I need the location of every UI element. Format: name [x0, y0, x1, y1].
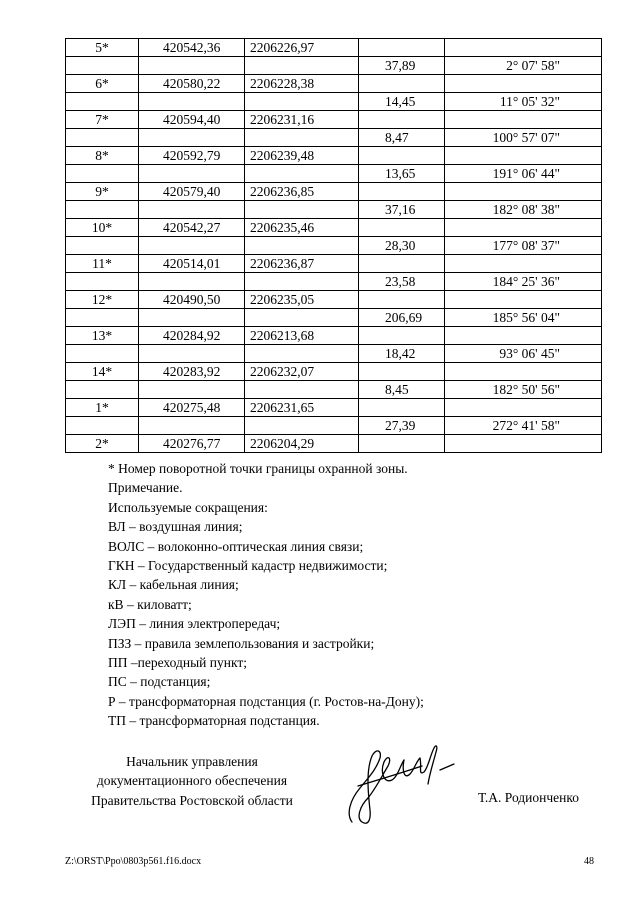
abbreviation-item: ПС – подстанция; — [108, 674, 211, 690]
direction-angle-cell — [445, 39, 602, 57]
y-coordinate-cell — [245, 345, 359, 363]
direction-angle-cell: 182° 50' 56" — [445, 381, 602, 399]
abbreviation-item: КЛ – кабельная линия; — [108, 577, 239, 593]
table-row — [66, 57, 602, 75]
abbreviation-item: ТП – трансформаторная подстанция. — [108, 713, 320, 729]
y-coordinate-cell — [245, 129, 359, 147]
direction-angle-cell: 182° 08' 38" — [445, 201, 602, 219]
y-coordinate-cell: 2206231,65 — [245, 399, 359, 417]
handwritten-signature — [338, 736, 458, 828]
x-coordinate-cell — [139, 381, 245, 399]
point-number-cell: 1* — [66, 399, 139, 417]
y-coordinate-cell — [245, 93, 359, 111]
abbreviation-item: ГКН – Государственный кадастр недвижимости; — [108, 558, 388, 574]
y-coordinate-cell — [245, 201, 359, 219]
table-row — [66, 129, 602, 147]
point-number-cell: 8* — [66, 147, 139, 165]
segment-length-cell — [359, 291, 445, 309]
direction-angle-cell — [445, 327, 602, 345]
notes-section — [108, 459, 424, 731]
segment-length-cell: 37,89 — [359, 57, 445, 75]
y-coordinate-cell: 2206236,85 — [245, 183, 359, 201]
abbreviation-item: ПЗЗ – правила землепользования и застройки; — [108, 635, 375, 651]
point-number-cell: 6* — [66, 75, 139, 93]
table-row — [66, 417, 602, 435]
point-number-cell — [66, 129, 139, 147]
point-number-cell: 5* — [66, 39, 139, 57]
signatory-name: Т.А. Родионченко — [478, 790, 579, 805]
segment-length-cell: 27,39 — [359, 417, 445, 435]
x-coordinate-cell — [139, 273, 245, 291]
direction-angle-cell: 100° 57' 07" — [445, 129, 602, 147]
y-coordinate-cell: 2206228,38 — [245, 75, 359, 93]
point-number-cell — [66, 417, 139, 435]
table-row — [66, 39, 602, 57]
direction-angle-cell — [445, 363, 602, 381]
point-number-cell: 2* — [66, 435, 139, 453]
x-coordinate-cell: 420284,92 — [139, 327, 245, 345]
segment-length-cell — [359, 435, 445, 453]
segment-length-cell: 13,65 — [359, 165, 445, 183]
x-coordinate-cell: 420542,27 — [139, 219, 245, 237]
direction-angle-cell — [445, 435, 602, 453]
segment-length-cell — [359, 255, 445, 273]
table-row — [66, 273, 602, 291]
abbreviation-item: ВОЛС – волоконно-оптическая линия связи; — [108, 538, 364, 554]
direction-angle-cell — [445, 147, 602, 165]
point-number-cell — [66, 345, 139, 363]
abbreviations-heading: Используемые сокращения: — [108, 499, 268, 515]
direction-angle-cell: 2° 07' 58" — [445, 57, 602, 75]
direction-angle-cell — [445, 111, 602, 129]
point-number-cell — [66, 309, 139, 327]
y-coordinate-cell: 2206232,07 — [245, 363, 359, 381]
x-coordinate-cell — [139, 417, 245, 435]
point-number-cell — [66, 273, 139, 291]
abbreviation-item: кВ – киловатт; — [108, 596, 192, 612]
segment-length-cell — [359, 363, 445, 381]
table-row — [66, 255, 602, 273]
table-row — [66, 111, 602, 129]
table-row — [66, 435, 602, 453]
coordinates-table-body — [66, 39, 602, 453]
direction-angle-cell — [445, 399, 602, 417]
x-coordinate-cell: 420542,36 — [139, 39, 245, 57]
segment-length-cell — [359, 399, 445, 417]
direction-angle-cell — [445, 183, 602, 201]
x-coordinate-cell: 420283,92 — [139, 363, 245, 381]
x-coordinate-cell: 420579,40 — [139, 183, 245, 201]
y-coordinate-cell: 2206239,48 — [245, 147, 359, 165]
x-coordinate-cell: 420514,01 — [139, 255, 245, 273]
table-row — [66, 399, 602, 417]
y-coordinate-cell — [245, 309, 359, 327]
segment-length-cell — [359, 75, 445, 93]
y-coordinate-cell — [245, 381, 359, 399]
point-number-cell: 14* — [66, 363, 139, 381]
point-number-cell: 11* — [66, 255, 139, 273]
signatory-title-line: документационного обеспечения — [96, 773, 288, 789]
segment-length-cell — [359, 327, 445, 345]
signatory-title-line: Начальник управления — [126, 754, 258, 769]
abbreviation-item: ПП –переходный пункт; — [108, 655, 247, 671]
x-coordinate-cell: 420490,50 — [139, 291, 245, 309]
y-coordinate-cell: 2206226,97 — [245, 39, 359, 57]
segment-length-cell: 206,69 — [359, 309, 445, 327]
segment-length-cell: 8,47 — [359, 129, 445, 147]
table-row — [66, 165, 602, 183]
point-number-cell — [66, 93, 139, 111]
footer-file-path: Z:\ORST\Ppo\0803p561.f16.docx — [65, 856, 202, 867]
x-coordinate-cell — [139, 129, 245, 147]
abbreviation-item: ЛЭП – линия электропередач; — [108, 616, 281, 632]
point-number-cell — [66, 165, 139, 183]
direction-angle-cell: 11° 05' 32" — [445, 93, 602, 111]
y-coordinate-cell — [245, 165, 359, 183]
remark-heading: Примечание. — [108, 480, 183, 496]
y-coordinate-cell: 2206235,46 — [245, 219, 359, 237]
segment-length-cell: 28,30 — [359, 237, 445, 255]
y-coordinate-cell: 2206236,87 — [245, 255, 359, 273]
segment-length-cell — [359, 147, 445, 165]
point-number-cell — [66, 201, 139, 219]
table-row — [66, 327, 602, 345]
segment-length-cell: 14,45 — [359, 93, 445, 111]
direction-angle-cell: 191° 06' 44" — [445, 165, 602, 183]
direction-angle-cell — [445, 75, 602, 93]
direction-angle-cell — [445, 219, 602, 237]
direction-angle-cell: 185° 56' 04" — [445, 309, 602, 327]
table-row — [66, 345, 602, 363]
y-coordinate-cell — [245, 57, 359, 75]
x-coordinate-cell — [139, 237, 245, 255]
segment-length-cell — [359, 183, 445, 201]
direction-angle-cell — [445, 255, 602, 273]
table-row — [66, 93, 602, 111]
table-row — [66, 219, 602, 237]
y-coordinate-cell: 2206213,68 — [245, 327, 359, 345]
direction-angle-cell — [445, 291, 602, 309]
segment-length-cell: 23,58 — [359, 273, 445, 291]
segment-length-cell — [359, 111, 445, 129]
abbreviation-item: Р – трансформаторная подстанция (г. Ростов-на-Дону); — [108, 693, 424, 709]
table-row — [66, 291, 602, 309]
y-coordinate-cell — [245, 273, 359, 291]
x-coordinate-cell: 420275,48 — [139, 399, 245, 417]
y-coordinate-cell: 2206235,05 — [245, 291, 359, 309]
point-number-cell: 13* — [66, 327, 139, 345]
y-coordinate-cell — [245, 417, 359, 435]
direction-angle-cell: 93° 06' 45" — [445, 345, 602, 363]
segment-length-cell: 8,45 — [359, 381, 445, 399]
coordinates-table — [65, 38, 602, 453]
point-number-cell: 9* — [66, 183, 139, 201]
table-row — [66, 237, 602, 255]
x-coordinate-cell — [139, 165, 245, 183]
page-number: 48 — [584, 856, 594, 867]
y-coordinate-cell: 2206231,16 — [245, 111, 359, 129]
table-row — [66, 363, 602, 381]
point-number-cell: 12* — [66, 291, 139, 309]
segment-length-cell — [359, 219, 445, 237]
direction-angle-cell: 184° 25' 36" — [445, 273, 602, 291]
signatory-title — [64, 752, 320, 810]
point-number-cell — [66, 381, 139, 399]
x-coordinate-cell: 420580,22 — [139, 75, 245, 93]
y-coordinate-cell — [245, 237, 359, 255]
y-coordinate-cell: 2206204,29 — [245, 435, 359, 453]
segment-length-cell: 37,16 — [359, 201, 445, 219]
table-row — [66, 75, 602, 93]
table-row — [66, 201, 602, 219]
direction-angle-cell: 177° 08' 37" — [445, 237, 602, 255]
point-number-cell: 7* — [66, 111, 139, 129]
point-number-cell: 10* — [66, 219, 139, 237]
abbreviation-item: ВЛ – воздушная линия; — [108, 519, 243, 535]
point-number-cell — [66, 57, 139, 75]
x-coordinate-cell — [139, 57, 245, 75]
x-coordinate-cell — [139, 345, 245, 363]
segment-length-cell: 18,42 — [359, 345, 445, 363]
footnote: * Номер поворотной точки границы охранной зоны. — [108, 461, 408, 476]
table-row — [66, 183, 602, 201]
segment-length-cell — [359, 39, 445, 57]
table-row — [66, 309, 602, 327]
x-coordinate-cell — [139, 309, 245, 327]
x-coordinate-cell: 420592,79 — [139, 147, 245, 165]
x-coordinate-cell: 420594,40 — [139, 111, 245, 129]
table-row — [66, 381, 602, 399]
signatory-title-line: Правительства Ростовской области — [91, 792, 293, 808]
point-number-cell — [66, 237, 139, 255]
x-coordinate-cell — [139, 201, 245, 219]
x-coordinate-cell: 420276,77 — [139, 435, 245, 453]
direction-angle-cell: 272° 41' 58" — [445, 417, 602, 435]
x-coordinate-cell — [139, 93, 245, 111]
table-row — [66, 147, 602, 165]
